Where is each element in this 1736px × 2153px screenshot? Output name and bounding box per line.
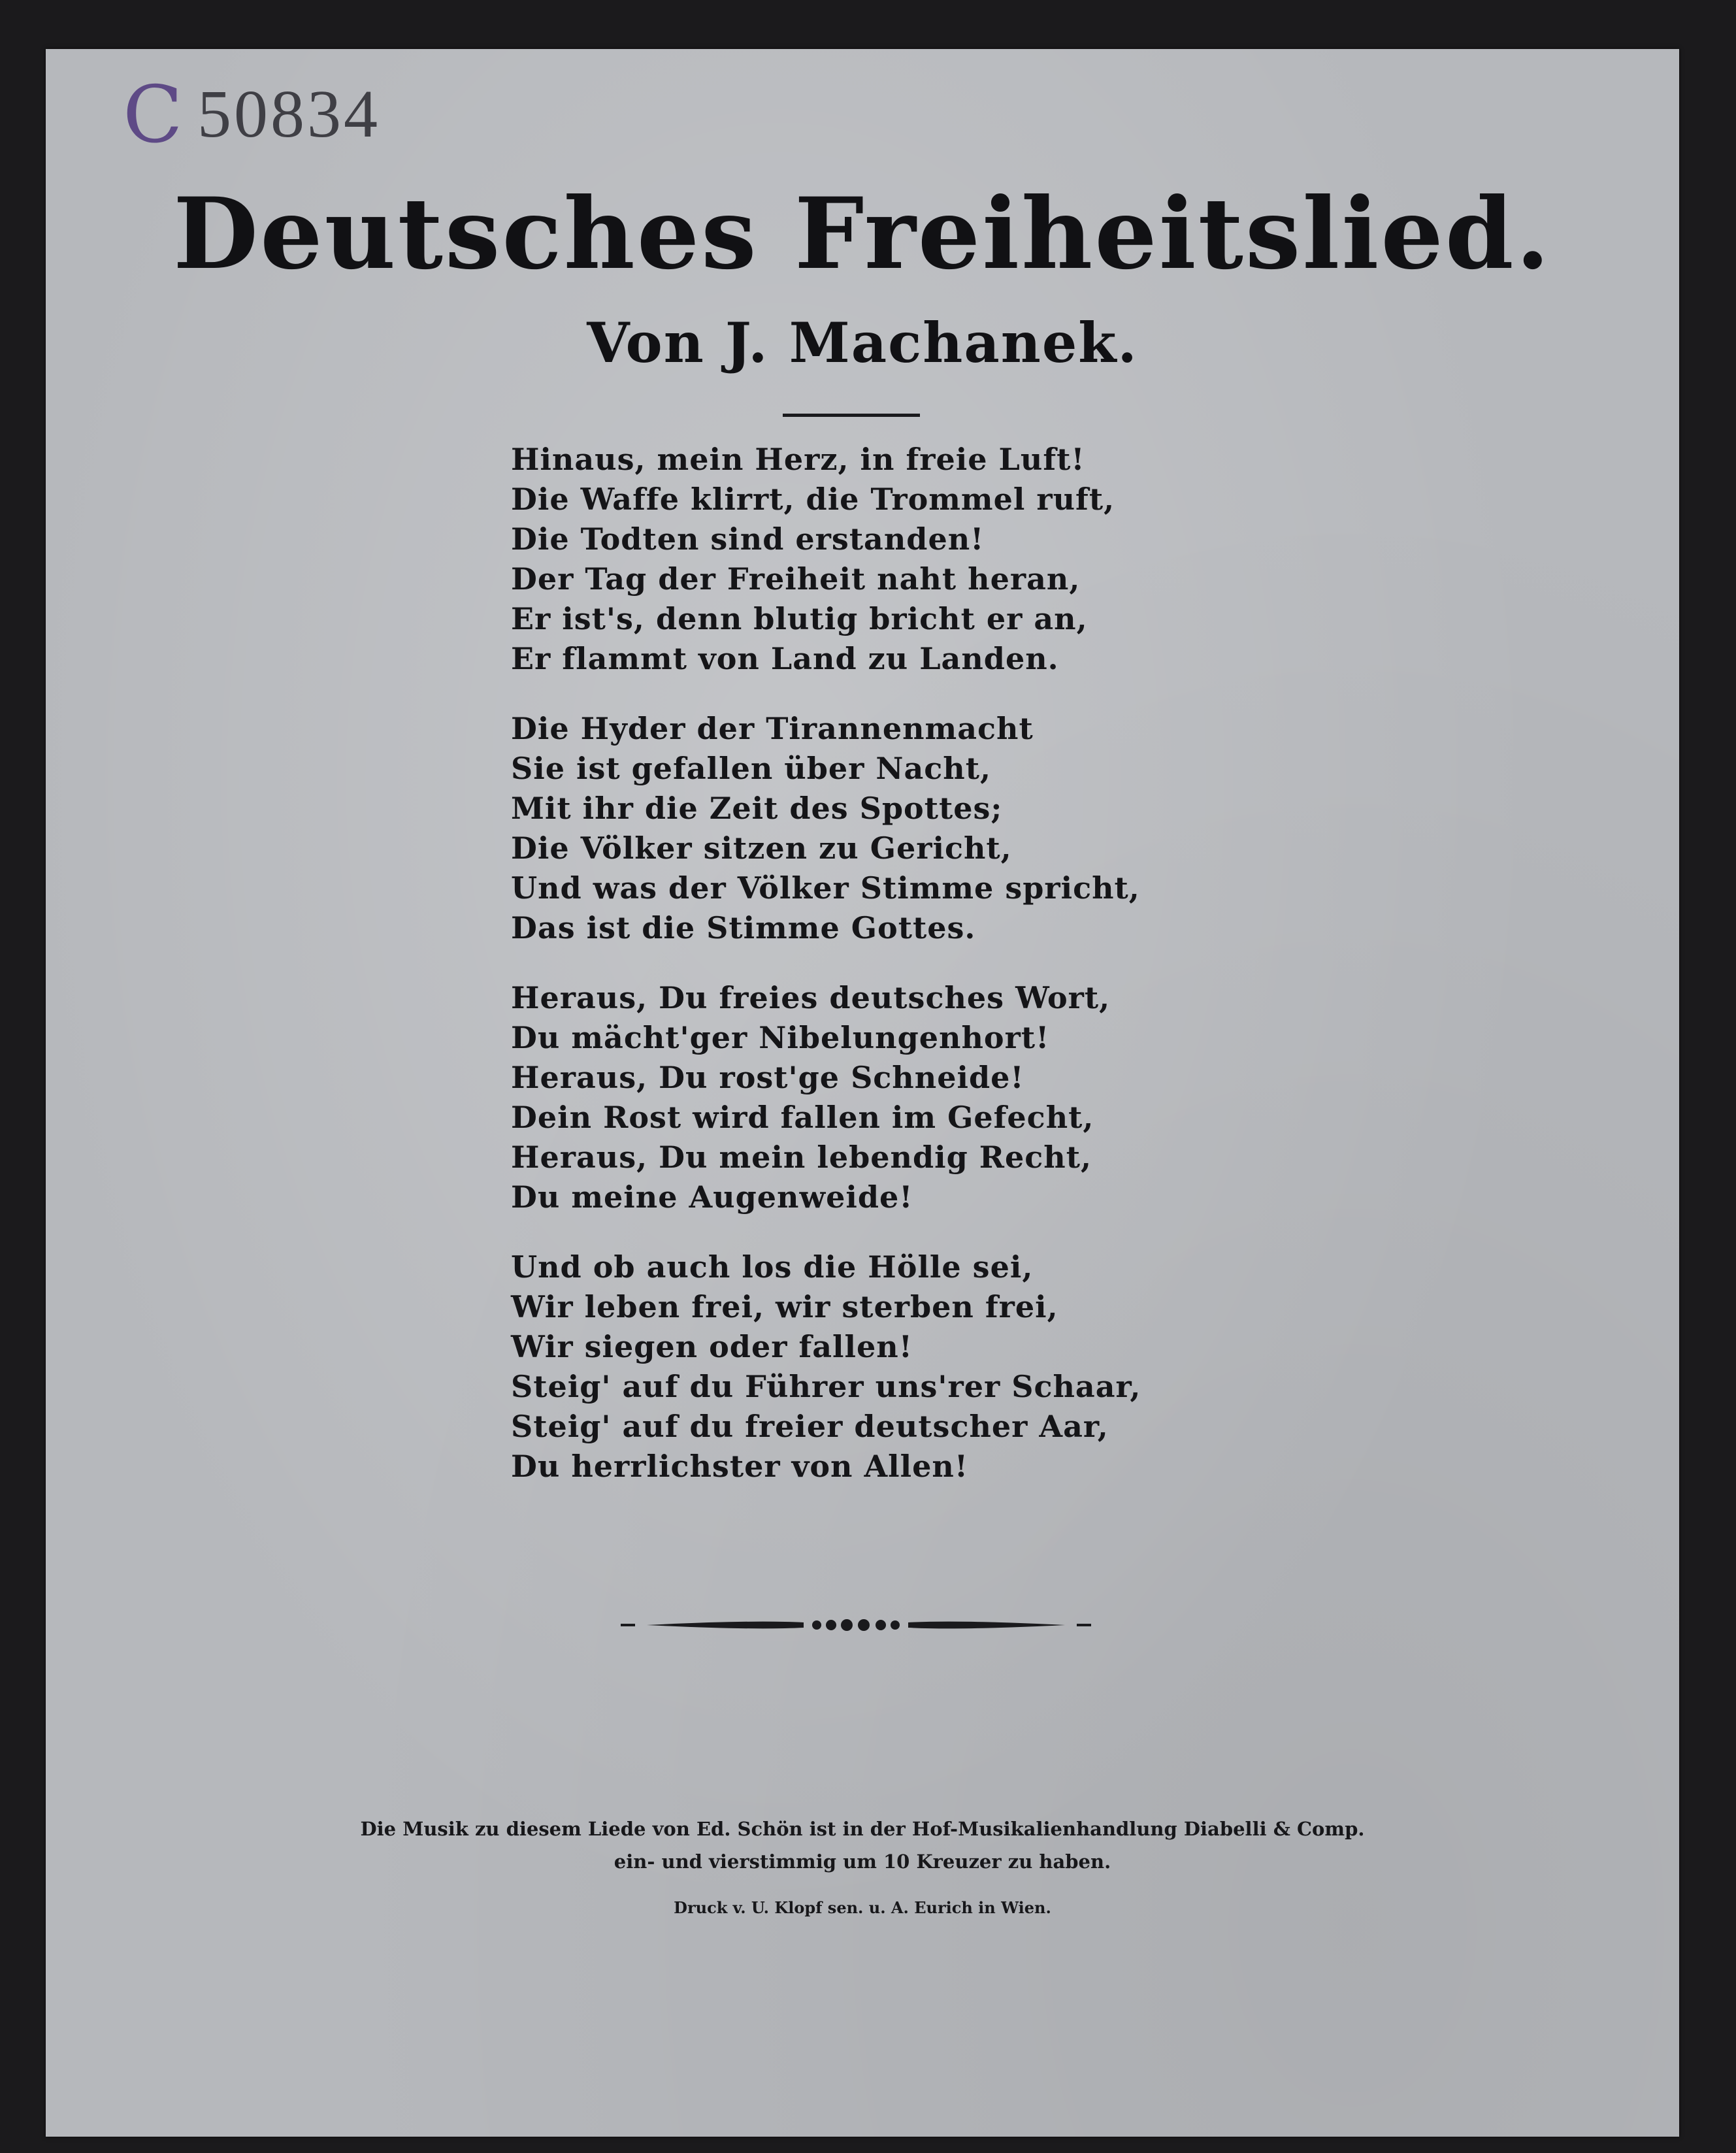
poem-line: Steig' auf du Führer uns'rer Schaar, xyxy=(511,1369,1141,1404)
poem-line: Du meine Augenweide! xyxy=(511,1179,913,1215)
poem-line: Die Waffe klirrt, die Trommel ruft, xyxy=(511,482,1115,517)
poem-line: Heraus, Du freies deutsches Wort, xyxy=(511,980,1111,1015)
poem-line: Die Hyder der Tirannenmacht xyxy=(511,711,1034,746)
poem-title: Deutsches Freiheitslied. xyxy=(173,176,1552,291)
poem-line: Hinaus, mein Herz, in freie Luft! xyxy=(511,442,1085,477)
poem-line: Heraus, Du rost'ge Schneide! xyxy=(511,1060,1024,1095)
poem-line: Die Völker sitzen zu Gericht, xyxy=(511,830,1012,866)
poem-line: Die Todten sind erstanden! xyxy=(511,521,985,557)
poem-line: Und was der Völker Stimme spricht, xyxy=(511,870,1140,906)
catalog-stamp-letter: C xyxy=(123,70,183,161)
poem-line: Dein Rost wird fallen im Gefecht, xyxy=(511,1100,1094,1135)
title-divider xyxy=(783,414,920,417)
poem-author: Von J. Machanek. xyxy=(587,310,1138,375)
stanza-3 xyxy=(511,978,1491,1217)
poem-body xyxy=(511,440,1491,1517)
poem-line: Er ist's, denn blutig bricht er an, xyxy=(511,601,1088,636)
footer-music-note: Die Musik zu diesem Liede von Ed. Schön ist in der Hof-Musikalienhandlung Diabelli & Comp. xyxy=(360,1818,1365,1840)
poem-line: Heraus, Du mein lebendig Recht, xyxy=(511,1140,1092,1175)
stanza-2 xyxy=(511,709,1491,948)
document-page xyxy=(46,49,1679,2137)
poem-line: Wir siegen oder fallen! xyxy=(511,1329,913,1364)
ornamental-divider xyxy=(621,1611,1091,1639)
poem-line: Er flammt von Land zu Landen. xyxy=(511,641,1059,676)
footer-price-note: ein- und vierstimmig um 10 Kreuzer zu haben. xyxy=(614,1850,1111,1873)
poem-line: Sie ist gefallen über Nacht, xyxy=(511,751,992,786)
poem-line: Du herrlichster von Allen! xyxy=(511,1449,969,1484)
stanza-1 xyxy=(511,440,1491,679)
poem-line: Der Tag der Freiheit naht heran, xyxy=(511,561,1081,597)
catalog-stamp-number: 50834 xyxy=(197,76,380,152)
poem-line: Du mächt'ger Nibelungenhort! xyxy=(511,1020,1050,1055)
poem-line: Mit ihr die Zeit des Spottes; xyxy=(511,791,1003,826)
poem-line: Wir leben frei, wir sterben frei, xyxy=(511,1289,1058,1324)
poem-line: Und ob auch los die Hölle sei, xyxy=(511,1249,1034,1285)
footer-printer: Druck v. U. Klopf sen. u. A. Eurich in Wien. xyxy=(674,1898,1051,1917)
poem-line: Das ist die Stimme Gottes. xyxy=(511,910,976,945)
stanza-4 xyxy=(511,1247,1491,1487)
poem-line: Steig' auf du freier deutscher Aar, xyxy=(511,1409,1109,1444)
